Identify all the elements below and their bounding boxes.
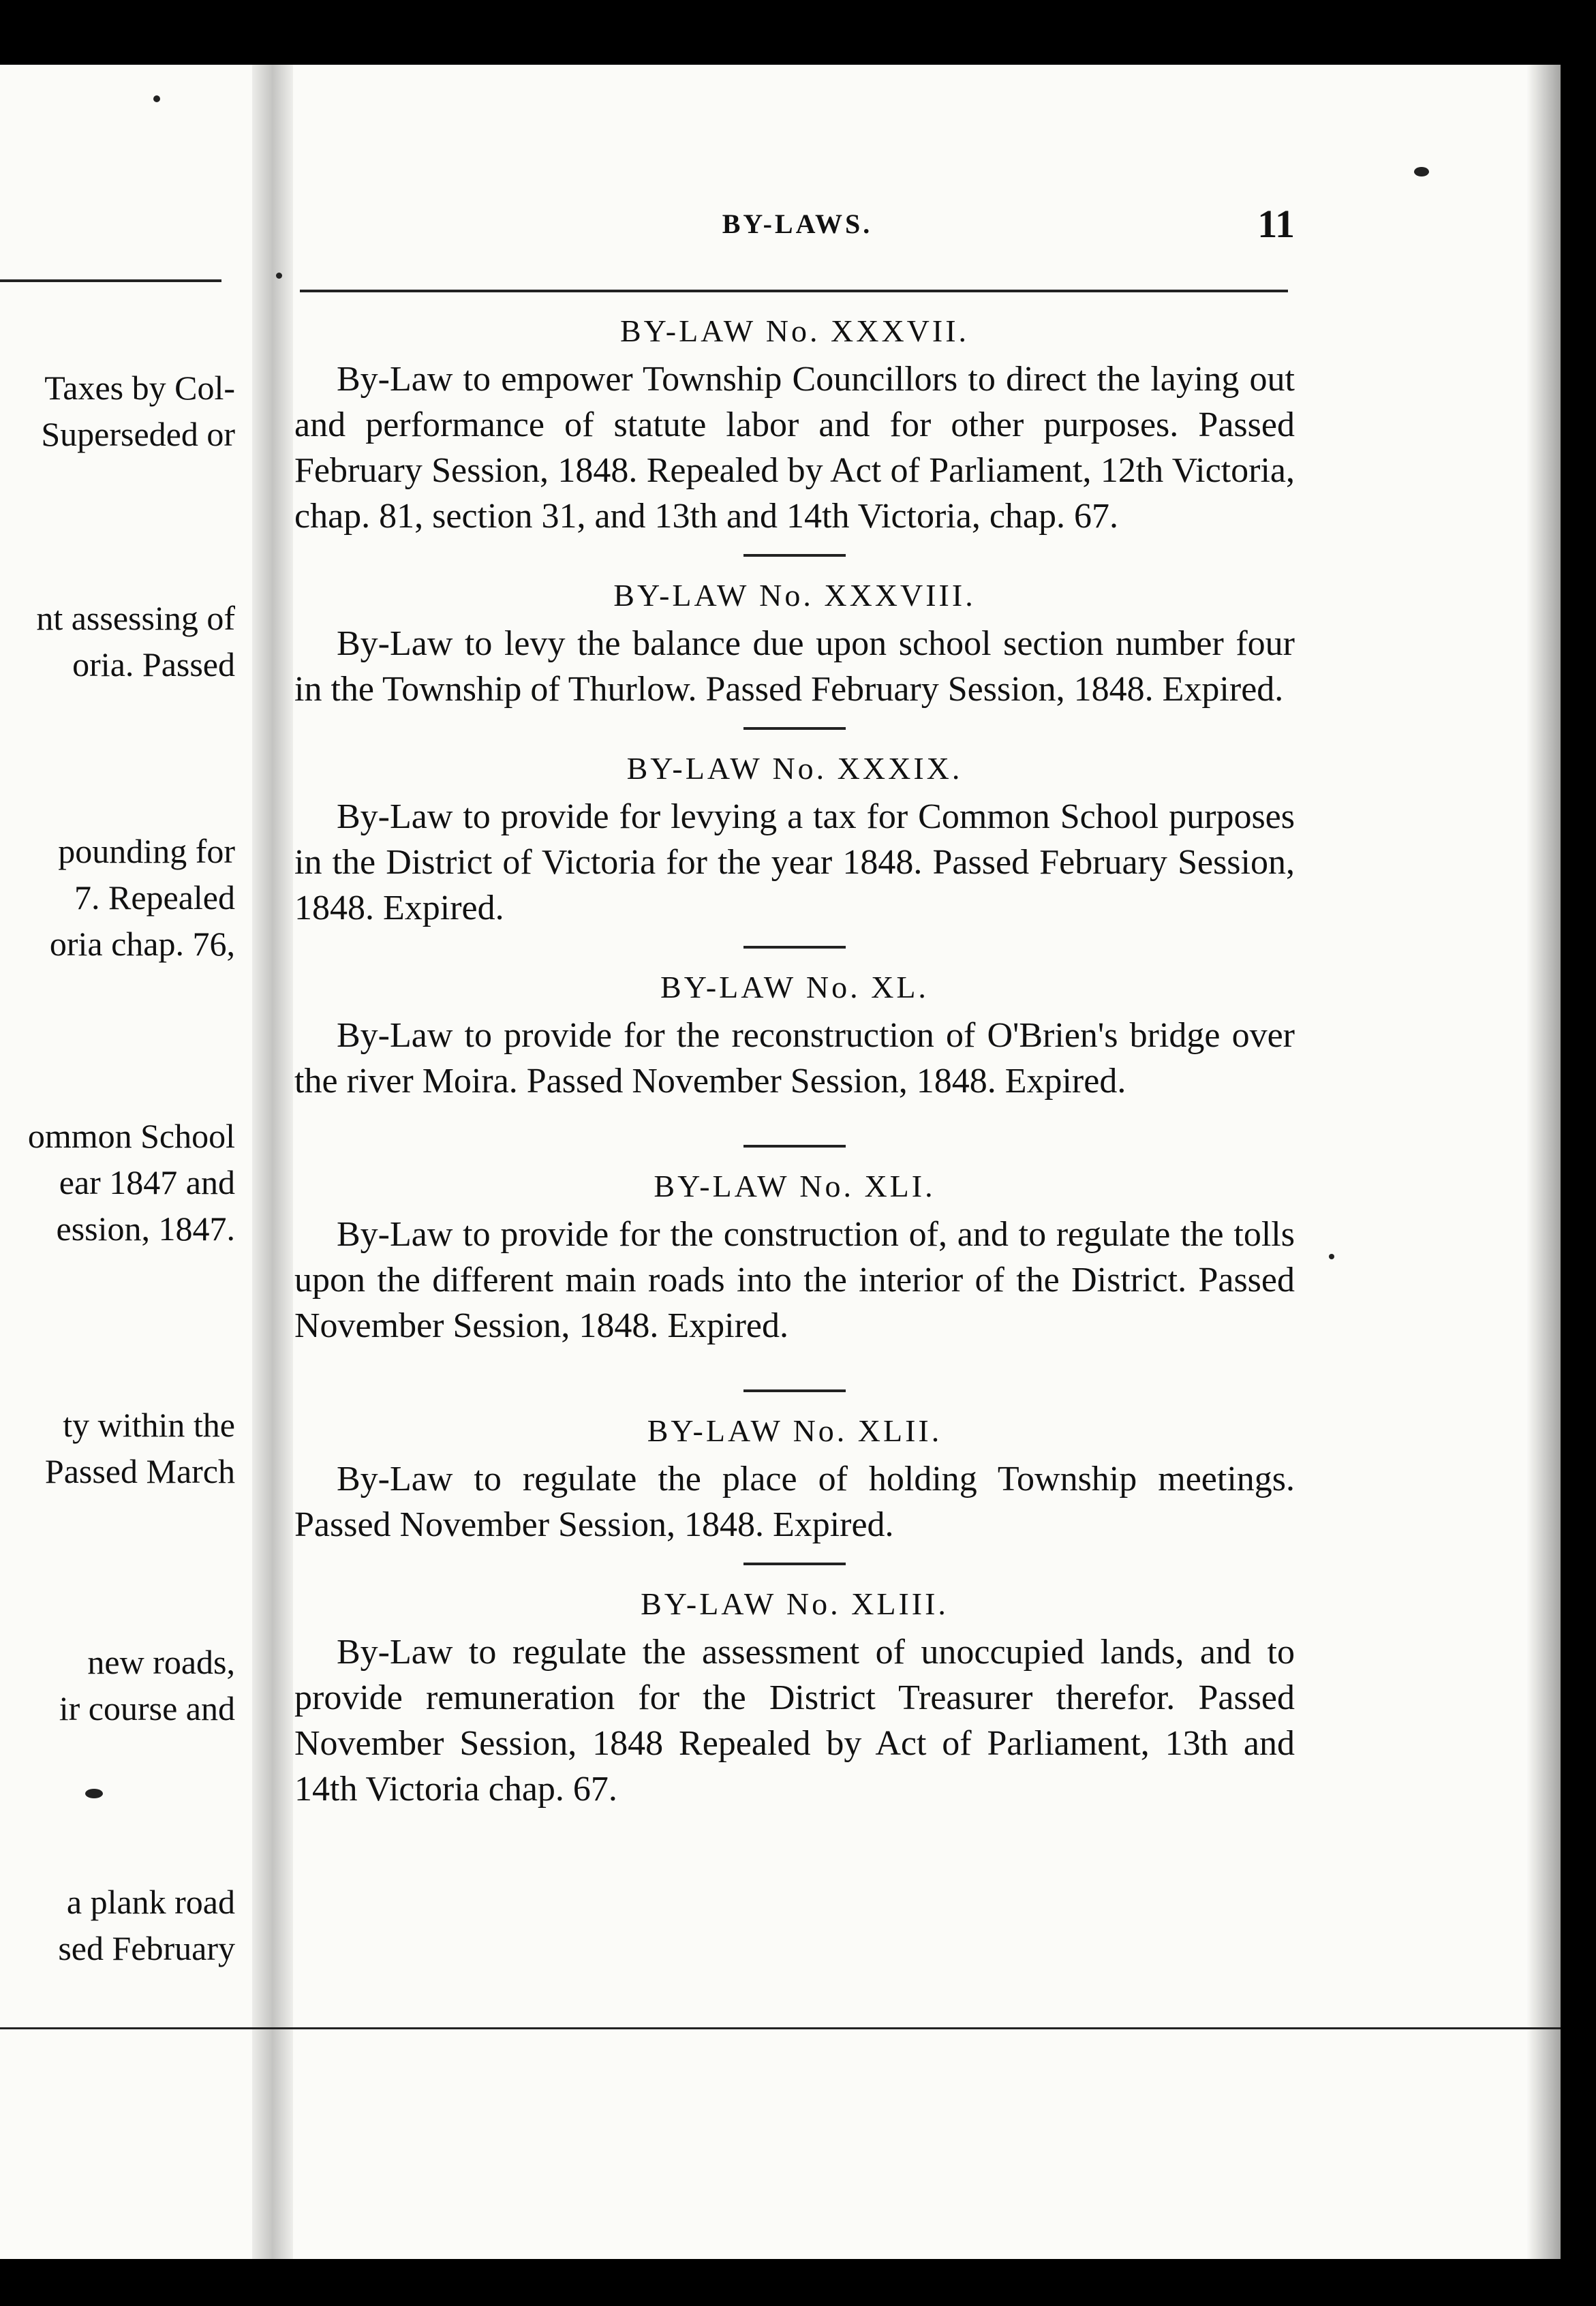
bylaw-text: By-Law to provide for levying a tax for Common School purposes in the District of Victoria for the year 1848. Passed February Session, 1848. Expired. (294, 797, 1295, 927)
bylaw-title: BY-LAW No. XLIII. (641, 1586, 949, 1621)
left-page-fragment-column (0, 65, 235, 2259)
left-fragment-line: Superseded or (41, 415, 235, 453)
entry-separator (743, 1563, 846, 1565)
scan-speck (153, 95, 160, 102)
scan-speck (276, 273, 282, 279)
left-page-rule (0, 279, 221, 282)
left-fragment-line: Passed March (44, 1452, 235, 1490)
header-rule (300, 290, 1288, 292)
bylaw-text: By-Law to empower Township Councillors to direct the laying out and performance of statute labor and for other purposes. Passed February Session, 1848. Repealed by Act of Parliament, 12th Victoria, chap. 81, section 31, and 13th and 14th Victoria, chap. 67. (294, 360, 1295, 536)
bylaw-text: By-Law to levy the balance due upon school section number four in the Township of Thurlow. Passed February Session, 1848. Expired. (294, 624, 1295, 709)
scan-speck (85, 1789, 103, 1798)
scan-speck (1329, 1254, 1334, 1259)
left-fragment-line: oria. Passed (72, 645, 235, 683)
left-fragment-line: 7. Repealed (74, 878, 235, 917)
left-fragment-line: ommon School (27, 1117, 235, 1155)
left-fragment-line: sed February (58, 1929, 235, 1967)
left-fragment-line: Taxes by Col- (44, 369, 235, 407)
left-fragment-line: ty within the (63, 1406, 235, 1444)
left-fragment-line: ear 1847 and (59, 1163, 235, 1201)
bylaw-entry (294, 966, 1295, 1104)
bylaw-text: By-Law to provide for the reconstruction of O'Brien's bridge over the river Moira. Passed November Session, 1848. Expired. (294, 1016, 1295, 1101)
entry-separator (743, 727, 846, 730)
entry-separator (743, 1389, 846, 1392)
bylaw-entry (294, 1165, 1295, 1349)
bylaw-title: BY-LAW No. XXXVIII. (613, 578, 976, 613)
bylaw-title: BY-LAW No. XL. (660, 970, 929, 1004)
left-fragment-line: ession, 1847. (56, 1210, 235, 1248)
left-fragment-line: nt assessing of (36, 599, 235, 637)
bylaw-title: BY-LAW No. XLI. (654, 1169, 936, 1203)
bylaw-list (294, 310, 1295, 1812)
bylaw-text: By-Law to provide for the construction of, and to regulate the tolls upon the different main roads into the interior of the District. Passed November Session, 1848. Expired. (294, 1215, 1295, 1345)
scan-speck (1414, 167, 1429, 176)
left-fragment-line: pounding for (58, 832, 235, 870)
bylaw-text: By-Law to regulate the assessment of unoccupied lands, and to provide remuneration for the District Treasurer therefor. Passed November Session, 1848 Repealed by Act of Parliament, 13th and 14th Victoria chap. 67. (294, 1633, 1295, 1809)
bottom-rule (0, 2027, 1561, 2029)
bylaw-entry (294, 748, 1295, 931)
bylaw-entry (294, 310, 1295, 539)
left-fragment-line: ir course and (59, 1689, 235, 1727)
bylaw-title: BY-LAW No. XXXIX. (626, 751, 963, 786)
bylaw-title: BY-LAW No. XLII. (647, 1413, 942, 1448)
entry-separator (743, 554, 846, 557)
scanned-page (0, 65, 1561, 2259)
page-edge-shadow (1526, 65, 1561, 2259)
page-header (300, 201, 1295, 249)
entry-separator (743, 1145, 846, 1148)
bylaw-entry (294, 574, 1295, 712)
left-fragment-line: oria chap. 76, (49, 925, 235, 963)
bylaw-entry (294, 1410, 1295, 1548)
left-fragment-line: a plank road (66, 1883, 235, 1921)
bylaw-entry (294, 1583, 1295, 1812)
running-head: BY-LAWS. (722, 209, 873, 239)
bylaw-title: BY-LAW No. XXXVII. (619, 313, 970, 348)
book-gutter-shadow (252, 65, 293, 2259)
bylaw-text: By-Law to regulate the place of holding Township meetings. Passed November Session, 1848. Expired. (294, 1460, 1295, 1544)
left-fragment-line: new roads, (87, 1643, 235, 1681)
entry-separator (743, 946, 846, 949)
page-number: 11 (1257, 202, 1295, 246)
